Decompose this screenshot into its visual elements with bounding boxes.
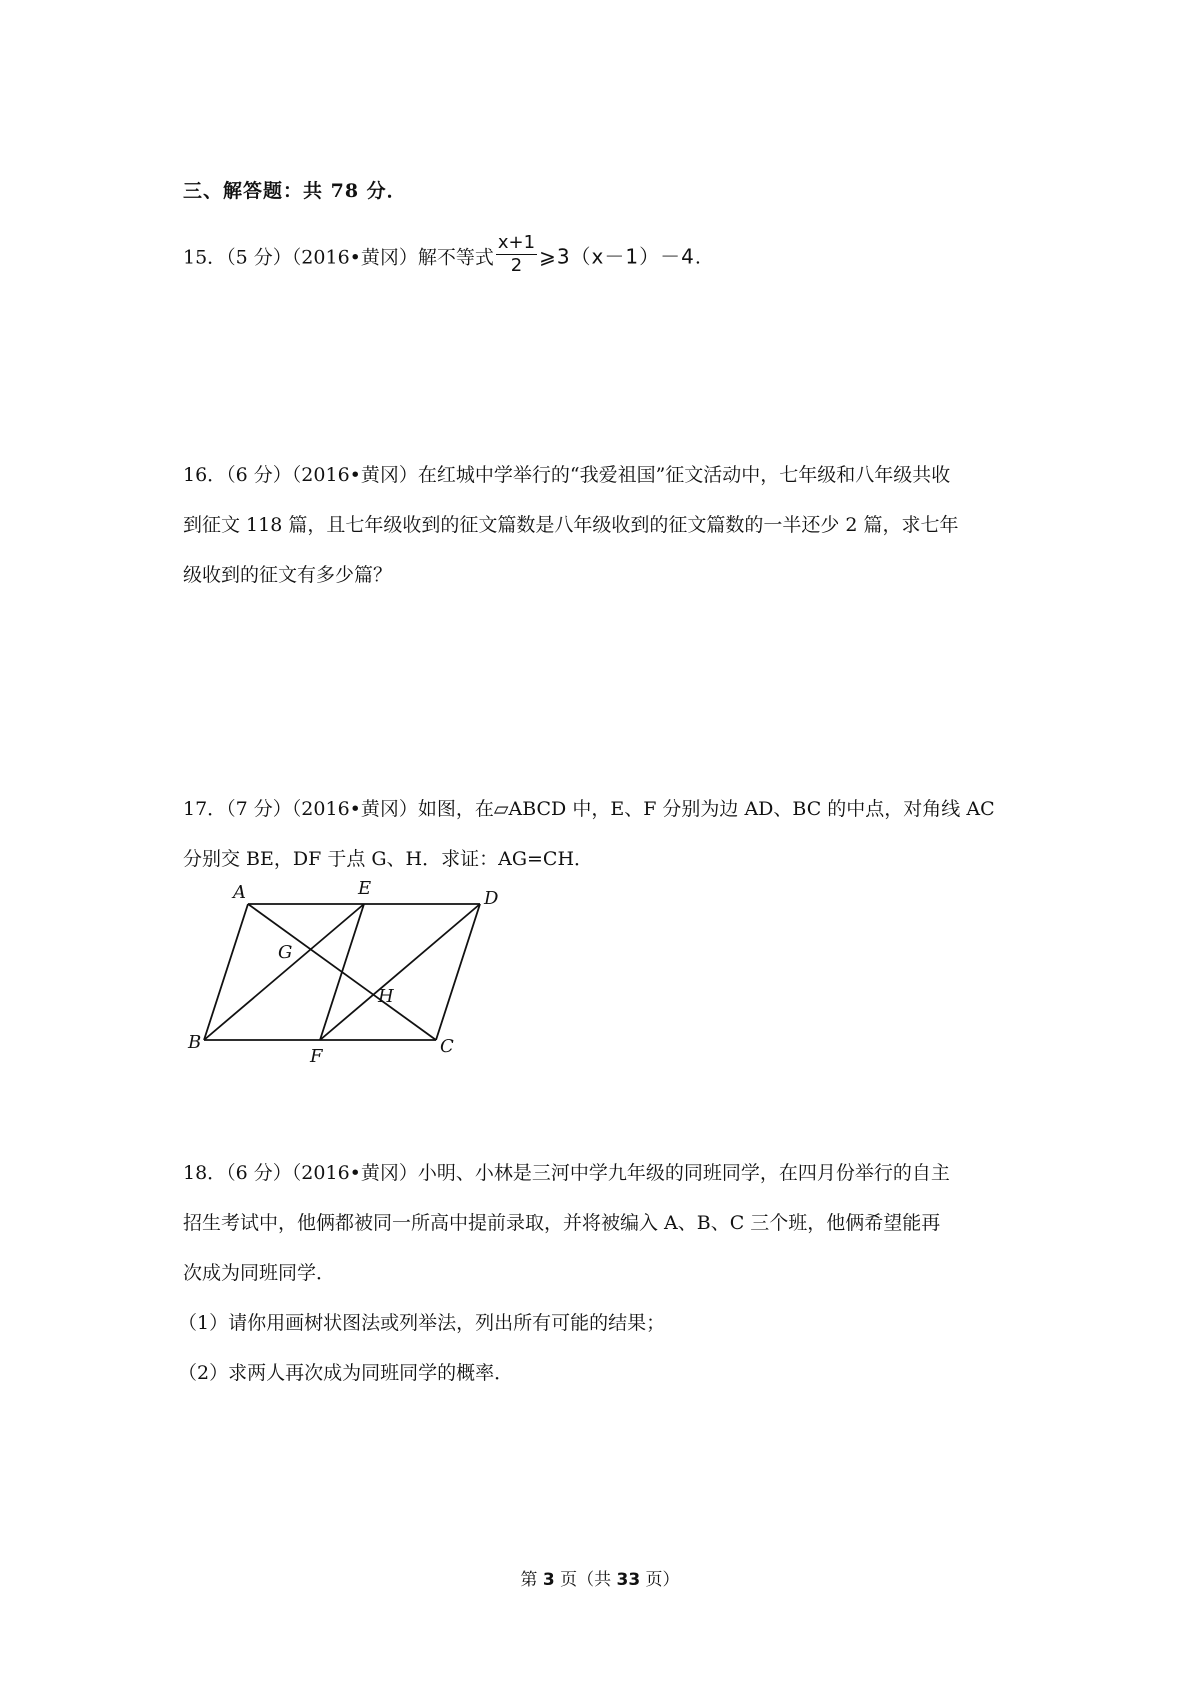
- segment-BE: [204, 904, 364, 1040]
- segment-EF: [320, 904, 364, 1040]
- footer-page-number: 3: [542, 1570, 555, 1590]
- label-E: E: [358, 880, 372, 899]
- q16-line-2: 到征文 118 篇，且七年级收到的征文篇数是八年级收到的征文篇数的一半还少 2 篇，求七年: [183, 514, 959, 536]
- label-C: C: [440, 1036, 454, 1057]
- footer-total-pages: 33: [616, 1570, 641, 1590]
- page-footer: [0, 1565, 1200, 1590]
- label-D: D: [484, 888, 499, 909]
- segment-DF: [320, 904, 480, 1040]
- question-15: [183, 232, 701, 281]
- q17-line-2: 分别交 BE，DF 于点 G、H．求证：AG=CH．: [183, 848, 594, 870]
- label-A: A: [233, 882, 246, 903]
- q16-line-3: 级收到的征文有多少篇？: [183, 564, 393, 586]
- q18-line-1: 18．（6 分）（2016•黄冈）小明、小林是三河中学九年级的同班同学，在四月份举行的自主: [183, 1162, 950, 1184]
- q15-fraction-numerator: x+1: [497, 232, 536, 253]
- parallelogram-figure: [178, 880, 518, 1080]
- label-B: B: [188, 1032, 202, 1053]
- q15-fraction-denominator: 2: [510, 255, 523, 276]
- q18-subquestion-2: （2）求两人再次成为同班同学的概率．: [178, 1362, 514, 1384]
- segment-AB: [204, 904, 248, 1040]
- footer-mid: 页（共: [554, 1570, 617, 1590]
- q18-line-2: 招生考试中，他俩都被同一所高中提前录取，并将被编入 A、B、C 三个班，他俩希望能再: [183, 1212, 941, 1234]
- q15-inequality-rhs: ⩾3（x－1）－4: [539, 244, 695, 269]
- segment-DC: [436, 904, 480, 1040]
- label-F: F: [310, 1046, 323, 1067]
- q18-subquestion-1: （1）请你用画树状图法或列举法，列出所有可能的结果；: [178, 1312, 666, 1334]
- label-H: H: [378, 986, 394, 1007]
- q18-line-3: 次成为同班同学．: [183, 1262, 336, 1284]
- footer-post: 页）: [640, 1570, 680, 1590]
- q15-fraction: [496, 232, 537, 277]
- footer-pre: 第: [520, 1570, 543, 1590]
- q16-line-1: 16．（6 分）（2016•黄冈）在红城中学举行的“我爱祖国”征文活动中，七年级和八年级共收: [183, 464, 951, 486]
- label-G: G: [278, 942, 293, 963]
- section-title: 三、解答题：共 78 分．: [183, 180, 407, 202]
- q17-line-1: 17．（7 分）（2016•黄冈）如图，在▱ABCD 中，E、F 分别为边 AD、BC 的中点，对角线 AC: [183, 798, 995, 820]
- q15-end: .: [694, 246, 701, 269]
- q15-prefix: 15．（5 分）（2016•黄冈）解不等式: [183, 246, 494, 269]
